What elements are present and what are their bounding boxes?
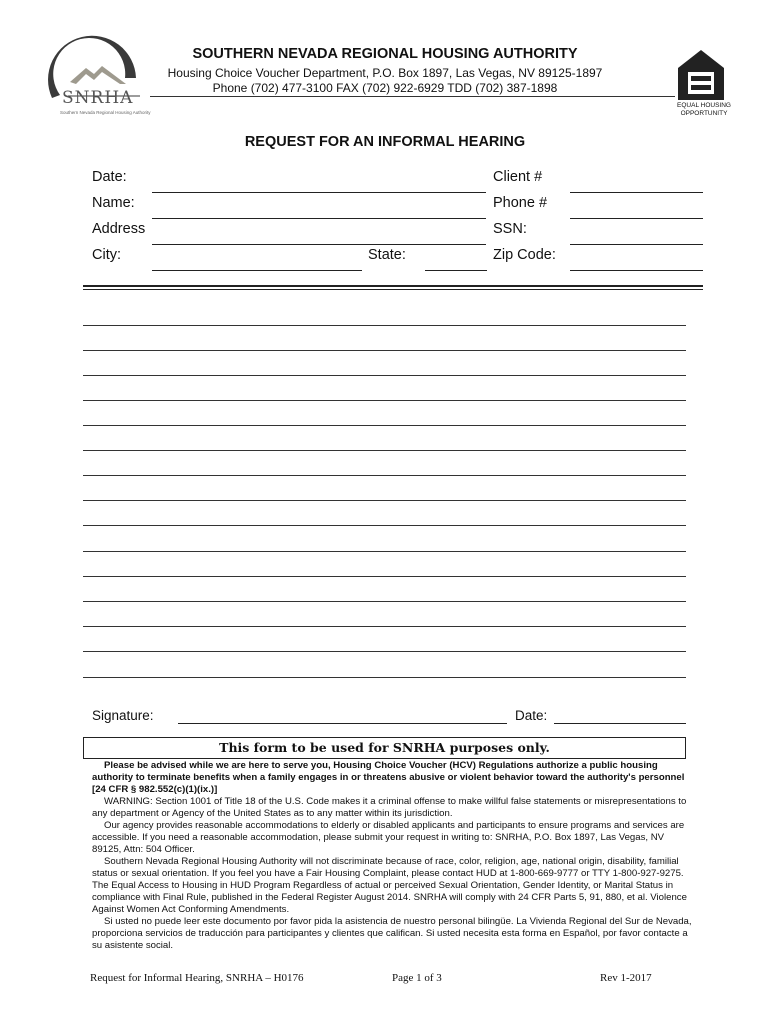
state-field[interactable] [425, 270, 487, 271]
name-label: Name: [92, 195, 135, 211]
office-use-notice: This form to be used for SNRHA purposes only. [83, 737, 686, 759]
writing-line[interactable] [83, 475, 686, 476]
logo-subtext: Southern Nevada Regional Housing Authority [60, 110, 151, 115]
signature-label: Signature: [92, 708, 154, 723]
warning-paragraph: WARNING: Section 1001 of Title 18 of the U.S. Code makes it a criminal offense to make willful false statements or misrepresentations to any department or Agency of the United States as to any matter within its jurisdiction. [92, 796, 687, 819]
writing-line[interactable] [83, 525, 686, 526]
state-label: State: [368, 247, 406, 263]
writing-line[interactable] [83, 425, 686, 426]
header-rule [150, 96, 675, 97]
abuse-policy-paragraph: Please be advised while we are here to serve you, Housing Choice Voucher (HCV) Regulations authorize a public housing authority to terminate benefits when a family engages in or threatens abusive or violent behavior toward the authority's personnel [24 CFR § 982.552(c)(1)(ix.)] [92, 760, 685, 795]
city-field[interactable] [152, 270, 362, 271]
writing-line[interactable] [83, 350, 686, 351]
eho-text-2: OPPORTUNITY [680, 110, 728, 117]
writing-line[interactable] [83, 651, 686, 652]
footer-form-id: Request for Informal Hearing, SNRHA – H0176 [90, 972, 304, 984]
ssn-field[interactable] [570, 244, 703, 245]
writing-line[interactable] [83, 626, 686, 627]
date-label: Date: [92, 169, 127, 185]
spanish-paragraph: Si usted no puede leer este documento por favor pida la asistencia de nuestro personal bilingüe. La Vivienda Regional del Sur de Nevada, proporciona servicios de traducción para participantes y clientes que califican. Si usted necesita esta forma en Español, por favor contacte a su asistente social. [92, 916, 692, 951]
section-divider [83, 285, 703, 287]
accommodation-paragraph: Our agency provides reasonable accommodations to elderly or disabled applicants and participants to ensure programs and services are accessible. If you need a reasonable accommodation, please submit your request in writing to: SNRHA, P.O. Box 1897, Las Vegas, NV 89125, Attn: 504 Officer. [92, 820, 685, 855]
address-label: Address [92, 221, 146, 237]
department-line: Housing Choice Voucher Department, P.O. Box 1897, Las Vegas, NV 89125-1897 [167, 66, 603, 80]
signature-date-field[interactable] [554, 723, 686, 724]
nondiscrimination-paragraph: Southern Nevada Regional Housing Authority will not discriminate because of race, color, religion, age, national origin, disability, familial status or sexual orientation. If you feel you have a Fair Housing Complaint, please contact HUD at 1-800-669-9777 or TTY 1-800-927-9275. The Equal Access to Housing in HUD Program Regardless of actual or perceived Sexual Orientation, Gender Identity, or Marital Status in compliance with Final Rule, published in the Federal Register August 2014. SNRHA will comply with 24 CFR Parts 5, 91, 880, et al. Violence Against Women Act Conforming Amendments. [92, 856, 687, 915]
zip-field[interactable] [570, 270, 703, 271]
writing-line[interactable] [83, 576, 686, 577]
ssn-label: SSN: [493, 221, 527, 237]
writing-line[interactable] [83, 325, 686, 326]
phone-field[interactable] [570, 218, 703, 219]
address-field[interactable] [152, 244, 486, 245]
name-field[interactable] [152, 218, 486, 219]
contact-line: Phone (702) 477-3100 FAX (702) 922-6929 TDD (702) 387-1898 [212, 81, 558, 95]
form-title: REQUEST FOR AN INFORMAL HEARING [244, 134, 526, 150]
writing-line[interactable] [83, 450, 686, 451]
footer-revision: Rev 1-2017 [600, 972, 652, 984]
signature-field[interactable] [178, 723, 507, 724]
writing-line[interactable] [83, 375, 686, 376]
notice-text [92, 760, 692, 952]
writing-line[interactable] [83, 500, 686, 501]
client-label: Client # [493, 169, 543, 185]
writing-line[interactable] [83, 551, 686, 552]
signature-date-label: Date: [515, 708, 548, 723]
city-label: City: [92, 247, 121, 263]
eho-text-1: EQUAL HOUSING [677, 102, 731, 109]
logo-text: SNRHA [62, 88, 134, 108]
footer-page-number: Page 1 of 3 [392, 972, 442, 984]
writing-line[interactable] [83, 601, 686, 602]
section-divider-thin [83, 289, 703, 290]
client-field[interactable] [570, 192, 703, 193]
zip-label: Zip Code: [493, 247, 556, 263]
phone-label: Phone # [493, 195, 548, 211]
writing-line[interactable] [83, 400, 686, 401]
writing-line[interactable] [83, 677, 686, 678]
date-field[interactable] [152, 192, 486, 193]
org-name: SOUTHERN NEVADA REGIONAL HOUSING AUTHORITY [192, 46, 578, 62]
